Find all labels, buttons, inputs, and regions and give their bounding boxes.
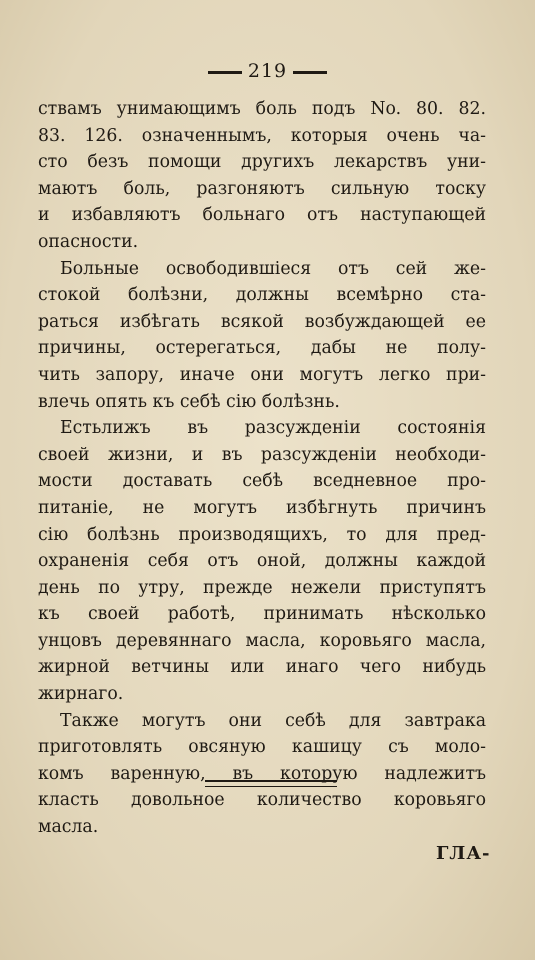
body-text	[38, 96, 486, 841]
text-line: жирной ветчины или инаго чего нибудь	[38, 657, 486, 678]
text-line: стокой болѣзни, должны всемѣрно ста-	[38, 285, 486, 306]
text-line: Также могутъ они себѣ для завтрака	[60, 710, 486, 731]
text-line: Естьлижъ въ разсужденіи состоянія	[60, 418, 486, 439]
text-line: опасности.	[38, 231, 139, 252]
text-line: причины, остерегаться, дабы не полу-	[38, 338, 486, 359]
text-line: мости доставать себѣ вседневное про-	[38, 471, 486, 492]
text-line: своей жизни, и въ разсужденіи необходи-	[38, 444, 486, 465]
text-line: 83. 126. означеннымъ, которыя очень ча-	[38, 125, 486, 146]
text-line: раться избѣгать всякой возбуждающей ее	[38, 311, 486, 332]
text-line: къ своей работѣ, принимать нѣсколько	[38, 604, 486, 625]
text-line: влечь опять къ себѣ сію болѣзнь.	[38, 391, 340, 412]
header-dash-left	[208, 71, 242, 74]
text-line: чить запору, иначе они могутъ легко при-	[38, 364, 486, 385]
page-header	[0, 60, 535, 82]
text-line: приготовлять овсяную кашицу съ моло-	[38, 737, 486, 758]
section-divider	[205, 780, 337, 787]
text-line: комъ варенную, въ которую надлежитъ	[38, 763, 486, 784]
text-line: сію болѣзнь производящихъ, то для пред-	[38, 524, 486, 545]
text-line: унцовъ деревяннаго масла, коровьяго масла,	[38, 630, 486, 651]
text-line: ствамъ унимающимъ боль подъ No. 80. 82.	[38, 99, 486, 119]
text-line: маютъ боль, разгоняютъ сильную тоску	[38, 178, 486, 199]
header-dash-right	[293, 71, 327, 74]
text-line: класть довольное количество коровьяго	[38, 790, 486, 811]
text-line: масла.	[38, 817, 99, 838]
page-number: 219	[247, 60, 288, 82]
text-line: Больные освободившіеся отъ сей же-	[60, 258, 486, 279]
text-line: жирнаго.	[38, 684, 124, 705]
text-line: охраненія себя отъ оной, должны каждой	[38, 551, 486, 572]
text-line: и избавляютъ больнаго отъ наступающей	[38, 205, 486, 226]
text-line: сто безъ помощи другихъ лекарствъ уни-	[38, 152, 486, 173]
catchword: ГЛА-	[436, 843, 491, 864]
text-line: питаніе, не могутъ избѣгнуть причинъ	[38, 497, 486, 518]
text-line: день по утру, прежде нежели приступятъ	[38, 577, 486, 598]
